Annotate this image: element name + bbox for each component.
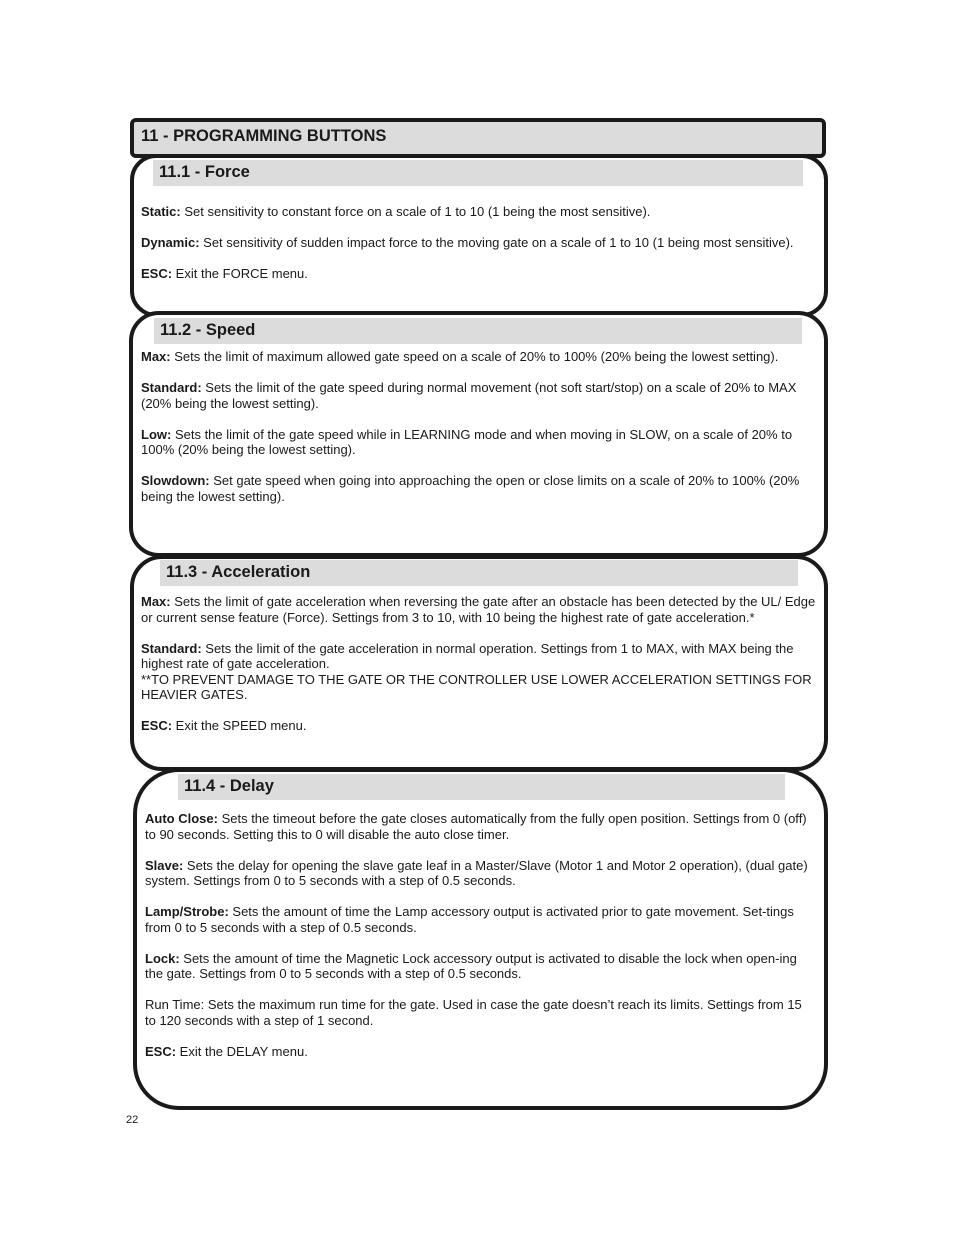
section-body bbox=[141, 204, 825, 297]
para-text: Sets the timeout before the gate closes automatically from the fully open position. Settings from 0 (off) to 90 seconds. Setting this to 0 will disable the auto close timer. bbox=[145, 811, 807, 842]
para-label: Auto Close: bbox=[145, 811, 218, 826]
para-text: Sets the limit of the gate speed during normal movement (not soft start/stop) on a scale of 20% to MAX (20% being the lowest setting). bbox=[141, 380, 797, 411]
para-label: ESC: bbox=[141, 266, 173, 281]
section-title: 11.3 - Acceleration bbox=[166, 563, 311, 581]
section-speed bbox=[129, 311, 828, 557]
para-text: Exit the SPEED menu. bbox=[172, 718, 307, 733]
para-text: Sets the delay for opening the slave gate leaf in a Master/Slave (Motor 1 and Motor 2 operation), (dual gate) system. Settings from 0 to 5 seconds with a step of 0.5 seconds. bbox=[145, 857, 808, 888]
para-esc bbox=[145, 1044, 813, 1060]
para-label: Static: bbox=[141, 204, 181, 219]
para-dynamic bbox=[141, 235, 825, 251]
para-label: Standard: bbox=[141, 380, 202, 395]
para-text: Exit the DELAY menu. bbox=[176, 1043, 308, 1059]
section-delay bbox=[133, 768, 828, 1110]
para-static bbox=[141, 204, 825, 220]
section-title-bar bbox=[160, 560, 798, 586]
para-label: Slowdown: bbox=[141, 473, 210, 488]
page-title: 11 - PROGRAMMING BUTTONS bbox=[141, 127, 387, 145]
section-force bbox=[130, 154, 828, 317]
para-label: Slave: bbox=[145, 857, 184, 873]
para-max bbox=[141, 349, 825, 365]
para-label: ESC: bbox=[141, 718, 173, 733]
section-title-bar bbox=[154, 318, 802, 344]
section-acceleration bbox=[130, 555, 828, 771]
section-title-bar bbox=[153, 160, 803, 186]
para-text: Set sensitivity to constant force on a scale of 1 to 10 (1 being the most sensitive). bbox=[180, 204, 651, 219]
para-slowdown bbox=[141, 473, 825, 504]
para-lock bbox=[145, 951, 813, 982]
para-standard bbox=[141, 380, 825, 411]
para-text: Sets the amount of time the Magnetic Lock accessory output is activated to disable the lock when open-ing the gate. Settings from 0 to 5 seconds with a step of 0.5 seconds. bbox=[145, 950, 797, 981]
para-text: Sets the limit of the gate acceleration in normal operation. Settings from 1 to MAX, with MAX being the highest rate of gate acceleration. bbox=[141, 640, 794, 671]
para-esc bbox=[141, 266, 825, 282]
section-body bbox=[145, 811, 813, 1075]
para-low bbox=[141, 427, 825, 458]
para-text: Sets the limit of the gate speed while in LEARNING mode and when moving in SLOW, on a scale of 20% to 100% (20% being the lowest setting). bbox=[141, 426, 793, 457]
para-auto-close bbox=[145, 811, 813, 842]
para-label: Standard: bbox=[141, 640, 202, 656]
para-label: Max: bbox=[141, 594, 171, 609]
para-standard bbox=[141, 641, 825, 703]
para-max bbox=[141, 594, 825, 625]
section-title: 11.4 - Delay bbox=[184, 777, 274, 795]
para-slave bbox=[145, 858, 813, 889]
para-label: Dynamic: bbox=[141, 235, 200, 250]
para-label: Lock: bbox=[145, 950, 180, 966]
section-title-bar bbox=[178, 774, 785, 800]
section-title: 11.2 - Speed bbox=[160, 321, 256, 339]
para-text: Set sensitivity of sudden impact force to the moving gate on a scale of 1 to 10 (1 being most sensitive). bbox=[199, 235, 794, 250]
warning-note: **TO PREVENT DAMAGE TO THE GATE OR THE CONTROLLER USE LOWER ACCELERATION SETTINGS FOR HEAVIER GATES. bbox=[141, 671, 812, 702]
para-text: Sets the limit of gate acceleration when reversing the gate after an obstacle has been detected by the UL/ Edge or current sense feature (Force). Settings from 3 to 10, with 10 being the highest rate of gate acceleration.* bbox=[141, 594, 816, 625]
para-label: ESC: bbox=[145, 1043, 177, 1059]
page-number: 22 bbox=[126, 1114, 139, 1126]
section-body bbox=[141, 349, 825, 520]
para-label: Max: bbox=[141, 349, 171, 364]
section-title: 11.1 - Force bbox=[159, 163, 250, 181]
section-header bbox=[130, 118, 826, 158]
section-body bbox=[141, 594, 825, 749]
para-text: Sets the limit of maximum allowed gate speed on a scale of 20% to 100% (20% being the lowest setting). bbox=[170, 349, 779, 364]
para-lamp-strobe bbox=[145, 904, 813, 935]
para-esc bbox=[141, 718, 825, 734]
para-label: Lamp/Strobe: bbox=[145, 904, 229, 919]
para-text: Exit the FORCE menu. bbox=[172, 266, 308, 281]
para-text: Sets the amount of time the Lamp accessory output is activated prior to gate movement. Set-tings from 0 to 5 seconds with a step of 0.5 seconds. bbox=[145, 904, 794, 935]
para-text: Run Time: Sets the maximum run time for the gate. Used in case the gate doesn’t reach its limits. Settings from 15 to 120 seconds with a step of 1 second. bbox=[145, 997, 802, 1028]
para-label: Low: bbox=[141, 426, 172, 442]
para-text: Set gate speed when going into approaching the open or close limits on a scale of 20% to 100% (20% being the lowest setting). bbox=[141, 473, 800, 504]
para-run-time bbox=[145, 997, 813, 1028]
